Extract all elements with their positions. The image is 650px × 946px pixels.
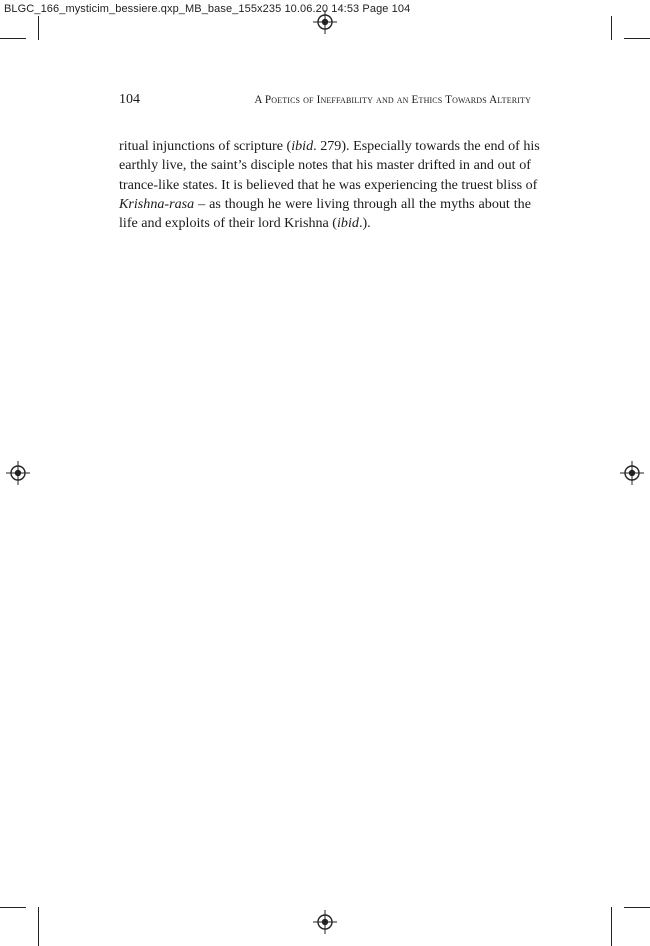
registration-mark-icon <box>6 461 30 485</box>
paragraph <box>119 137 540 233</box>
page-number: 104 <box>119 92 140 107</box>
crop-mark <box>0 907 26 908</box>
crop-mark <box>0 38 26 39</box>
page-header <box>119 92 531 108</box>
crop-mark <box>611 907 612 946</box>
registration-mark-icon <box>313 10 337 34</box>
text-line: ritual injunctions of scripture (ibid. 279). Especially towards the end of his <box>119 138 540 154</box>
text-line: life and exploits of their lord Krishna (ibid.). <box>119 215 371 232</box>
text-line: earthly live, the saint’s disciple notes that his master drifted in and out of <box>119 157 531 174</box>
crop-mark <box>38 16 39 40</box>
crop-mark <box>611 16 612 40</box>
crop-mark <box>38 907 39 946</box>
running-head: A Poetics of Ineffability and an Ethics Towards Alterity <box>254 94 531 106</box>
crop-mark <box>624 907 650 908</box>
registration-mark-icon <box>620 461 644 485</box>
print-slug: BLGC_166_mysticim_bessiere.qxp_MB_base_155x235 10.06.20 14:53 Page 104 <box>4 3 411 15</box>
crop-mark <box>624 38 650 39</box>
text-line: Krishna-rasa – as though he were living through all the myths about the <box>119 195 531 212</box>
text-line: trance-like states. It is believed that he was experiencing the truest bliss of <box>119 176 538 193</box>
registration-mark-icon <box>313 910 337 934</box>
body-text <box>119 137 540 233</box>
